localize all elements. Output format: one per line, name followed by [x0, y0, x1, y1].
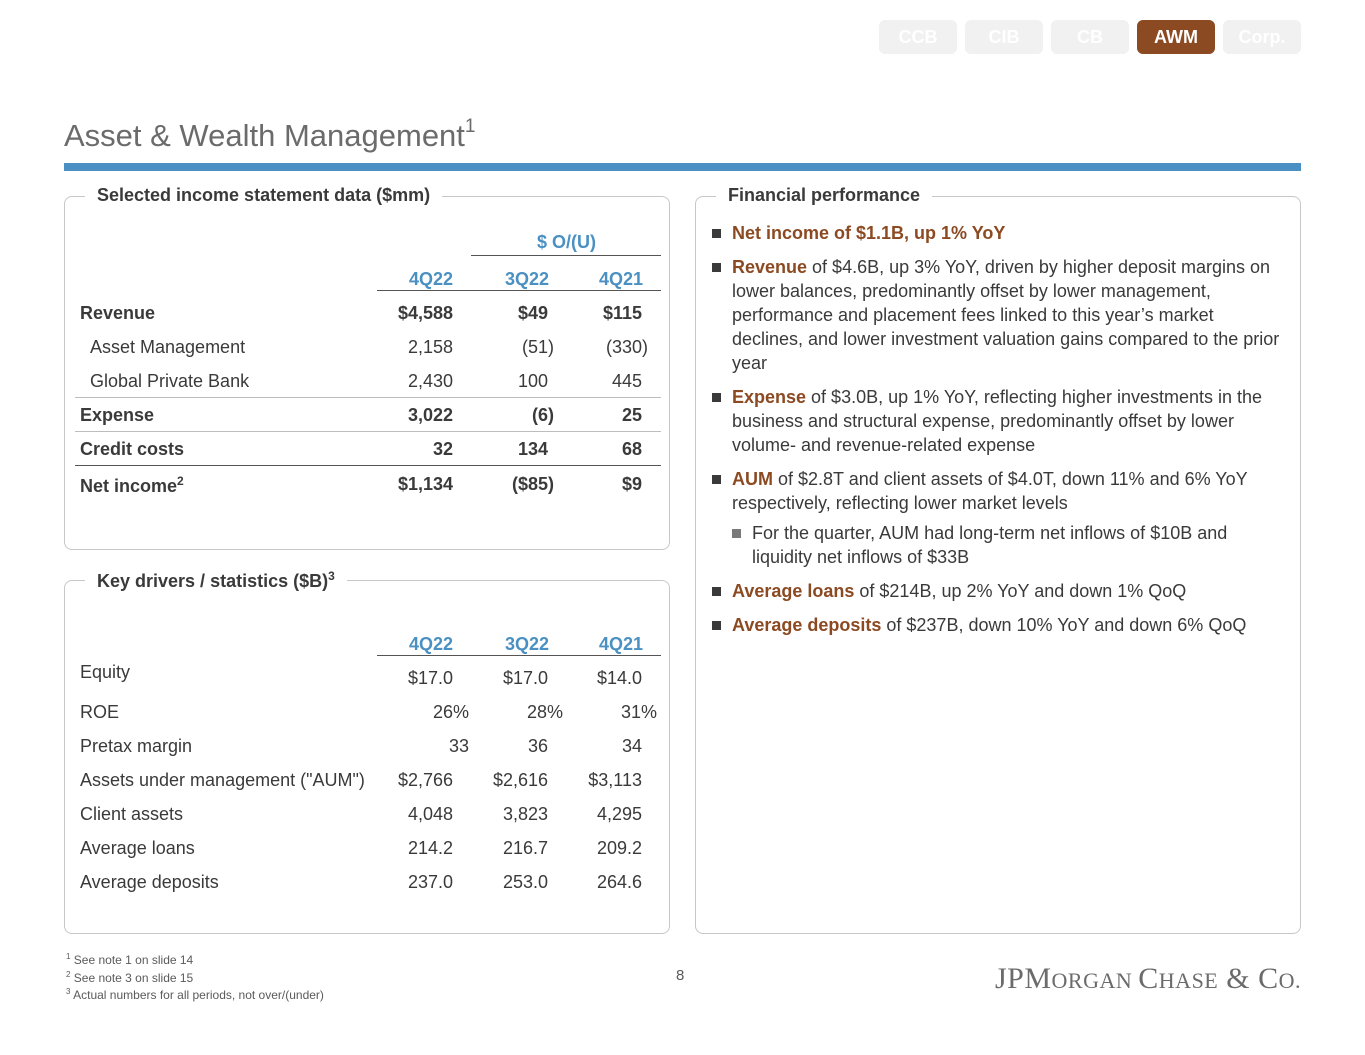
drivers-cell: 216.7 [502, 838, 548, 858]
drivers-cell: 4,048 [407, 804, 453, 824]
income-cell: ($85) [511, 474, 554, 494]
income-cell: 100 [517, 371, 548, 391]
page-title [64, 118, 476, 154]
drivers-cell: 4,295 [596, 804, 642, 824]
income-row-label: Asset Management [90, 337, 246, 357]
drivers-cell: 34 [621, 736, 642, 756]
page-number: 8 [676, 967, 685, 984]
bullet-square-icon [712, 587, 721, 596]
drivers-cell: $2,616 [492, 770, 548, 790]
o-u-header: $ O/(U) [537, 232, 597, 252]
o-u-underline [471, 255, 661, 256]
income-cell: 445 [611, 371, 642, 391]
income-row-label: Global Private Bank [90, 371, 250, 391]
income-cell: 134 [517, 439, 548, 459]
drivers-cell: 28% [526, 702, 563, 722]
drivers-cell: 264.6 [596, 872, 642, 892]
logo-part: C [1138, 962, 1159, 995]
drivers-col-4q21: 4Q21 [598, 634, 643, 654]
drivers-cell: 237.0 [407, 872, 453, 892]
bullet-text: of $214B, up 2% YoY and down 1% QoQ [854, 581, 1187, 601]
bullet-square-icon [712, 393, 721, 402]
footnote-text: See note 3 on slide 15 [73, 970, 194, 985]
perf-bullet [712, 467, 1287, 515]
drivers-cell: $17.0 [502, 668, 548, 688]
income-cell: 2,158 [407, 337, 453, 357]
drivers-cell: $14.0 [596, 668, 642, 688]
logo-part: O. [1278, 968, 1301, 993]
perf-sub-bullet [732, 521, 1287, 569]
footnote-number: 1 [66, 952, 71, 961]
income-cell: $9 [621, 474, 642, 494]
income-cell: 3,022 [407, 405, 453, 425]
drivers-title-text: Key drivers / statistics ($B) [97, 571, 329, 591]
income-cell: $4,588 [397, 303, 453, 323]
logo-part: ORGAN [1051, 968, 1139, 993]
bullet-square-icon [712, 621, 721, 630]
jpmorgan-logo [995, 962, 1301, 996]
drivers-cell: 209.2 [596, 838, 642, 858]
segment-nav [879, 20, 1301, 54]
bullet-highlight: AUM [732, 469, 773, 489]
footnote-number: 2 [66, 969, 71, 979]
row-divider [75, 465, 661, 466]
drivers-cell: 33 [448, 736, 469, 756]
income-cell: (330) [605, 337, 648, 357]
title-rule [64, 163, 1301, 171]
drivers-row-label: Equity [80, 662, 131, 682]
drivers-row-label: Client assets [80, 804, 184, 824]
logo-part: JP [995, 962, 1025, 995]
bullet-text: For the quarter, AUM had long-term net inflows of $10B and liquidity net inflows of $33B [752, 523, 1228, 567]
footnote-text: Actual numbers for all periods, not over/(under) [73, 988, 324, 1002]
income-col-4q21: 4Q21 [598, 269, 643, 289]
net-income-label: Net income [80, 476, 178, 496]
drivers-col-4q22: 4Q22 [408, 634, 453, 654]
financial-performance-panel [695, 185, 1301, 934]
bullet-text: of $3.0B, up 1% YoY, reflecting higher investments in the business and structural expense, predominantly offset by lower volume- and revenue-related expense [732, 387, 1263, 455]
drivers-cell: $17.0 [407, 668, 453, 688]
tab-cib[interactable]: CIB [965, 20, 1043, 54]
perf-bullet [712, 221, 1287, 245]
perf-bullet [712, 255, 1287, 375]
bullet-highlight: Average deposits [732, 615, 882, 635]
drivers-cell: $3,113 [588, 770, 642, 790]
footnote [66, 950, 324, 968]
row-divider [75, 431, 661, 432]
income-row-label: Revenue [80, 303, 156, 323]
perf-bullet [712, 385, 1287, 457]
bullet-text: of $4.6B, up 3% YoY, driven by higher deposit margins on lower balances, predominantly offset by lower management, performance and placement fees linked to this year’s market declines, and lower investment valuation gains compared to the prior year [732, 257, 1280, 373]
net-income-footnote: 2 [177, 474, 184, 488]
income-cell: 25 [621, 405, 642, 425]
bullet-highlight: Expense [732, 387, 807, 407]
bullet-text: of $2.8T and client assets of $4.0T, down 11% and 6% YoY respectively, reflecting lower market levels [732, 469, 1248, 513]
footnotes [66, 950, 324, 1003]
income-cell: (51) [521, 337, 554, 357]
income-statement-panel [64, 185, 670, 550]
logo-part: M [1024, 962, 1052, 995]
logo-part: HASE [1158, 968, 1219, 993]
drivers-header-rule [377, 655, 661, 656]
bullet-square-icon [712, 229, 721, 238]
income-row-label: Credit costs [80, 439, 185, 459]
drivers-row-label: Assets under management ("AUM") [80, 770, 365, 790]
income-cell: $1,134 [397, 474, 453, 494]
drivers-cell: 253.0 [502, 872, 548, 892]
income-cell: 32 [432, 439, 453, 459]
drivers-row-label: Pretax margin [80, 736, 193, 756]
tab-ccb[interactable]: CCB [879, 20, 957, 54]
income-row-label [80, 474, 184, 497]
drivers-cell: 31% [620, 702, 657, 722]
income-cell: $49 [517, 303, 548, 323]
footnote [66, 985, 324, 1003]
income-col-4q22: 4Q22 [408, 269, 453, 289]
footnote-number: 3 [66, 987, 71, 996]
income-cell: 2,430 [407, 371, 453, 391]
income-header-rule [377, 290, 661, 291]
income-row-label: Expense [80, 405, 155, 425]
drivers-cell: 26% [432, 702, 469, 722]
perf-bullet [712, 579, 1287, 603]
footnote-text: See note 1 on slide 14 [73, 953, 194, 967]
income-cell: $115 [602, 303, 642, 323]
income-col-3q22: 3Q22 [504, 269, 549, 289]
tab-awm[interactable]: AWM [1137, 20, 1215, 54]
drivers-cell: $2,766 [397, 770, 453, 790]
perf-bullet-list [712, 221, 1287, 647]
bullet-text: of $237B, down 10% YoY and down 6% QoQ [881, 615, 1247, 635]
drivers-panel-title [85, 569, 347, 592]
bullet-square-icon [732, 529, 741, 538]
footnote [66, 968, 324, 986]
bullet-highlight: Net income of $1.1B, up 1% YoY [732, 223, 1006, 243]
drivers-cell: 36 [527, 736, 548, 756]
drivers-row-label: Average loans [80, 838, 195, 858]
bullet-highlight: Average loans [732, 581, 855, 601]
drivers-title-footnote: 3 [328, 569, 335, 583]
key-drivers-panel [64, 569, 670, 934]
tab-corp[interactable]: Corp. [1223, 20, 1301, 54]
drivers-row-label: ROE [80, 702, 120, 722]
row-divider [75, 397, 661, 398]
page-title-footnote: 1 [464, 116, 476, 137]
income-cell: 68 [621, 439, 642, 459]
bullet-square-icon [712, 475, 721, 484]
bullet-square-icon [712, 263, 721, 272]
income-cell: (6) [532, 405, 554, 425]
drivers-cell: 3,823 [502, 804, 548, 824]
drivers-row-label: Average deposits [80, 872, 219, 892]
perf-bullet [712, 613, 1287, 637]
perf-panel-title: Financial performance [716, 185, 932, 206]
income-panel-title: Selected income statement data ($mm) [85, 185, 442, 206]
logo-part: & C [1218, 962, 1279, 995]
page-title-text: Asset & Wealth Management [64, 118, 465, 153]
drivers-col-3q22: 3Q22 [504, 634, 549, 654]
bullet-highlight: Revenue [732, 257, 808, 277]
drivers-cell: 214.2 [407, 838, 453, 858]
tab-cb[interactable]: CB [1051, 20, 1129, 54]
